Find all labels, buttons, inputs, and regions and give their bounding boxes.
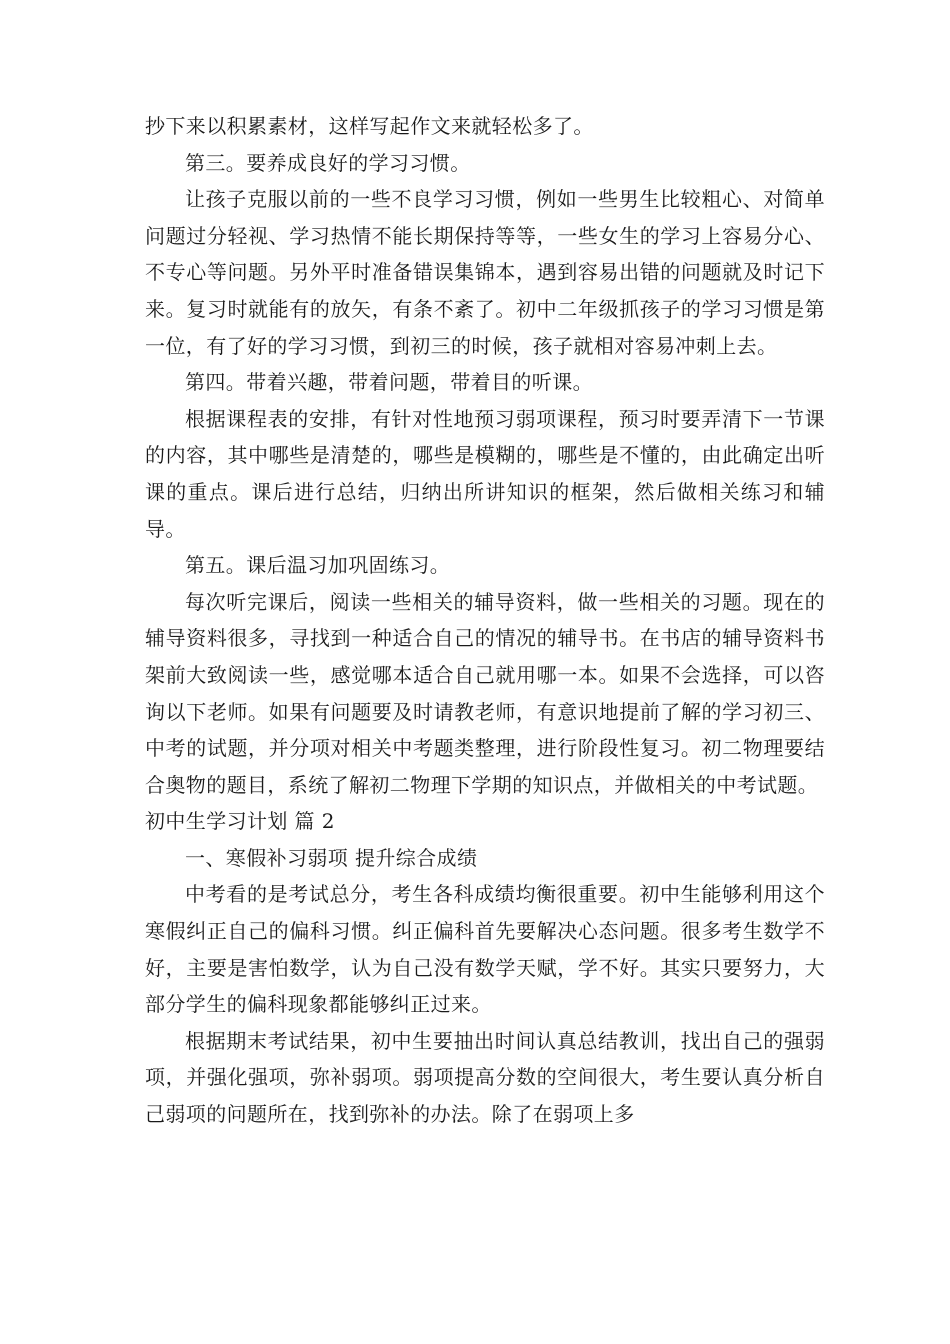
paragraph-strengths-weaknesses: 根据期末考试结果，初中生要抽出时间认真总结教训，找出自己的强弱项，并强化强项，弥补弱项。弱项提高分数的空间很大，考生要认真分析自己弱项的问题所在，找到弥补的办法。除了在弱项上多 [145, 1028, 825, 1127]
section-heading-third: 第三。要养成良好的学习习惯。 [185, 150, 471, 175]
section-heading-fifth: 第五。课后温习加巩固练习。 [185, 553, 451, 578]
paragraph-preview-lessons: 根据课程表的安排，有针对性地预习弱项课程，预习时要弄清下一节课的内容，其中哪些是清楚的，哪些是模糊的，哪些是不懂的，由此确定出听课的重点。课后进行总结，归纳出所讲知识的框架，然后做相关练习和辅导。 [145, 406, 825, 541]
section-heading-winter-break: 一、寒假补习弱项 提升综合成绩 [185, 845, 478, 870]
paragraph-continuation: 抄下来以积累素材，这样写起作文来就轻松多了。 [145, 114, 594, 138]
section-heading-fourth: 第四。带着兴趣，带着问题，带着目的听课。 [185, 370, 593, 395]
paragraph-study-habits: 让孩子克服以前的一些不良学习习惯，例如一些男生比较粗心、对简单问题过分轻视、学习热情不能长期保持等等，一些女生的学习上容易分心、不专心等问题。另外平时准备错误集锦本，遇到容易出错的问题就及时记下来。复习时就能有的放矢，有条不紊了。初中二年级抓孩子的学习习惯是第一位，有了好的学习习惯，到初三的时候，孩子就相对容易冲刺上去。 [145, 187, 825, 358]
document-body [145, 108, 825, 1133]
paragraph-review-practice: 每次听完课后，阅读一些相关的辅导资料，做一些相关的习题。现在的辅导资料很多，寻找到一种适合自己的情况的辅导书。在书店的辅导资料书架前大致阅读一些，感觉哪本适合自己就用哪一本。如果不会选择，可以咨询以下老师。如果有问题要及时请教老师，有意识地提前了解的学习初三、中考的试题，并分项对相关中考题类整理，进行阶段性复习。初二物理要结合奥物的题目，系统了解初二物理下学期的知识点，并做相关的中考试题。 [145, 589, 825, 797]
article-title-plan-2: 初中生学习计划 篇 2 [145, 809, 335, 834]
paragraph-balanced-scores: 中考看的是考试总分，考生各科成绩均衡很重要。初中生能够利用这个寒假纠正自己的偏科习惯。纠正偏科首先要解决心态问题。很多考生数学不好，主要是害怕数学，认为自己没有数学天赋，学不好。其实只要努力，大部分学生的偏科现象都能够纠正过来。 [145, 882, 825, 1017]
